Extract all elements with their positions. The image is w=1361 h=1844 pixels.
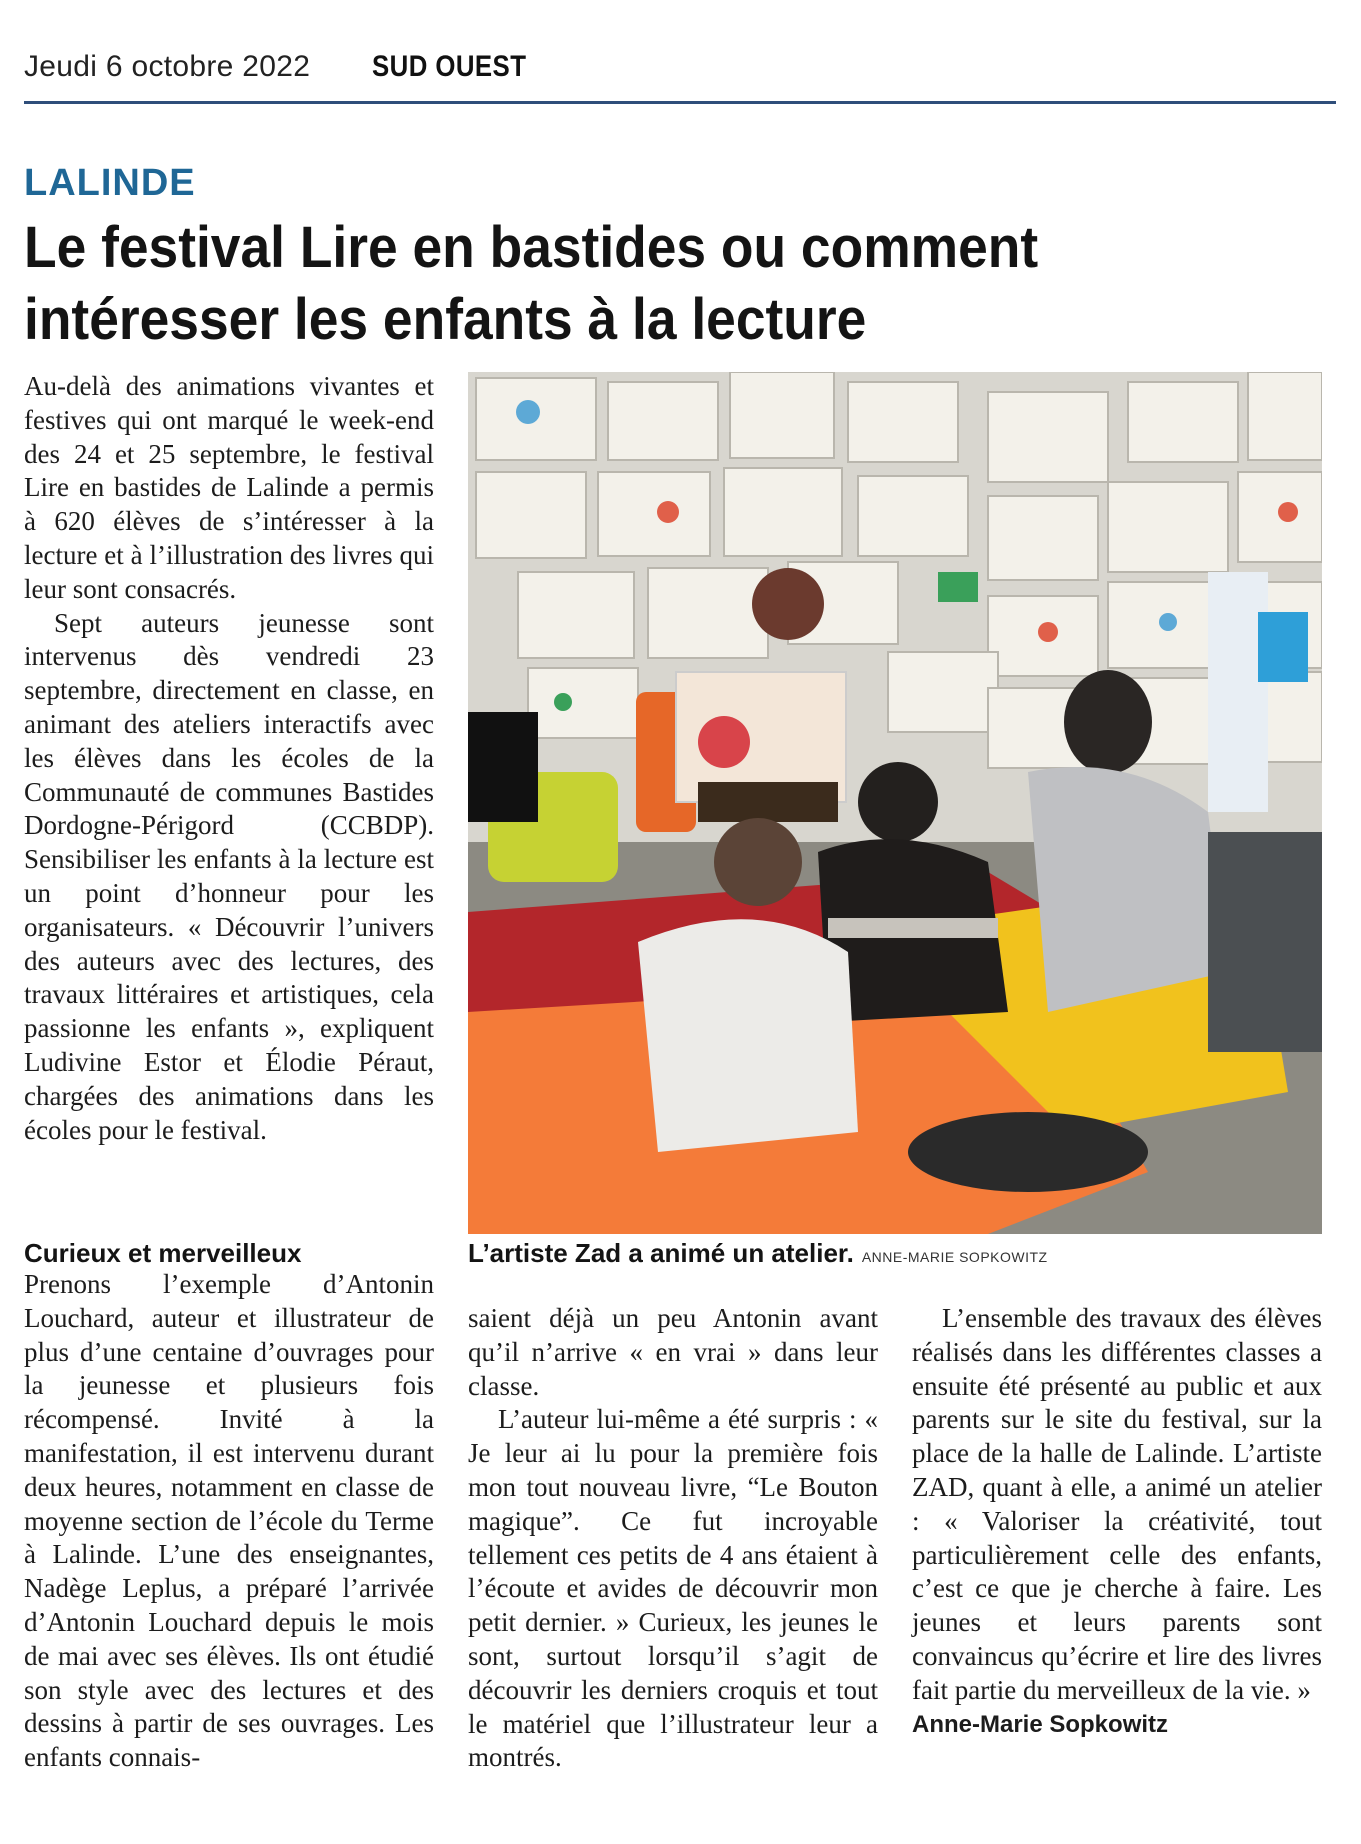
article-photo	[468, 372, 1322, 1234]
body-column-3	[912, 1302, 1322, 1741]
photo-caption	[468, 1238, 1048, 1269]
header-rule	[24, 101, 1336, 104]
col2-paragraph-1: saient déjà un peu Antonin avant qu’il n’arrive « en vrai » dans leur classe.	[468, 1303, 878, 1401]
issue-date: Jeudi 6 octobre 2022	[24, 50, 311, 83]
col2-paragraph-2: L’auteur lui-même a été surpris : « Je leur ai lu pour la première fois mon tout nouveau livre, “Le Bouton magique”. Ce fut incroyable tellement ces petits de 4 ans étaient à l’écoute et avides de découvrir mon petit dernier. » Curieux, les jeunes le sont, surtout lorsqu’il s’agit de découvrir les derniers croquis et tout le matériel que l’illustrateur leur a montrés.	[468, 1404, 878, 1773]
intro-paragraph-2: Sept auteurs jeunesse sont intervenus dès vendredi 23 septembre, directement en classe, en animant des ateliers interactifs avec les élèves dans les écoles de la Communauté de communes Bastides Dordogne-Périgord (CCBDP). Sensibiliser les enfants à la lecture est un point d’honneur pour les organisateurs. « Découvrir l’univers des auteurs avec des lectures, des travaux littéraires et artistiques, cela passionne les enfants », expliquent Ludivine Estor et Élodie Péraut, chargées des animations dans les écoles pour le festival.	[24, 607, 434, 1145]
body-column-1	[24, 1268, 434, 1775]
intro-paragraph-1: Au-delà des animations vivantes et festives qui ont marqué le week-end des 24 et 25 septembre, le festival Lire en bastides de Lalinde a permis à 620 élèves de s’intéresser à la lecture et à l’illustration des livres qui leur sont consacrés.	[24, 371, 434, 604]
author-signature: Anne-Marie Sopkowitz	[912, 1710, 1169, 1738]
headline: Le festival Lire en bastides ou comment intéresser les enfants à la lecture	[24, 215, 1039, 352]
newspaper-name: SUD OUEST	[372, 50, 527, 83]
col3-paragraph: L’ensemble des travaux des élèves réalisés dans les différentes classes a ensuite été présenté au public et aux parents sur le site du festival, sur la place de la halle de Lalinde. L’artiste ZAD, quant à elle, a animé un atelier : « Valoriser la créativité, tout particulièrement celle des enfants, c’est ce que je cherche à faire. Les jeunes et leurs parents sont convaincus qu’écrire et lire des livres fait partie du merveilleux de la vie. »	[912, 1303, 1322, 1705]
body-column-2	[468, 1302, 878, 1775]
section-label: LALINDE	[24, 162, 196, 204]
caption-text: L’artiste Zad a animé un atelier.	[468, 1238, 854, 1268]
workshop-photo-illustration	[468, 372, 1322, 1234]
subheading: Curieux et merveilleux	[24, 1238, 302, 1268]
col1-paragraph: Prenons l’exemple d’Antonin Louchard, auteur et illustrateur de plus d’une centaine d’ouvrages pour la jeunesse et plusieurs fois récompensé. Invité à la manifestation, il est intervenu durant deux heures, notamment en classe de moyenne section de l’école du Terme à Lalinde. L’une des enseignantes, Nadège Leplus, a préparé l’arrivée d’Antonin Louchard depuis le mois de mai avec ses élèves. Ils ont étudié son style avec des lectures et des dessins à partir de ses ouvrages. Les enfants connais-	[24, 1269, 434, 1773]
intro-column	[24, 370, 434, 1147]
photo-credit: ANNE-MARIE SOPKOWITZ	[861, 1249, 1048, 1265]
